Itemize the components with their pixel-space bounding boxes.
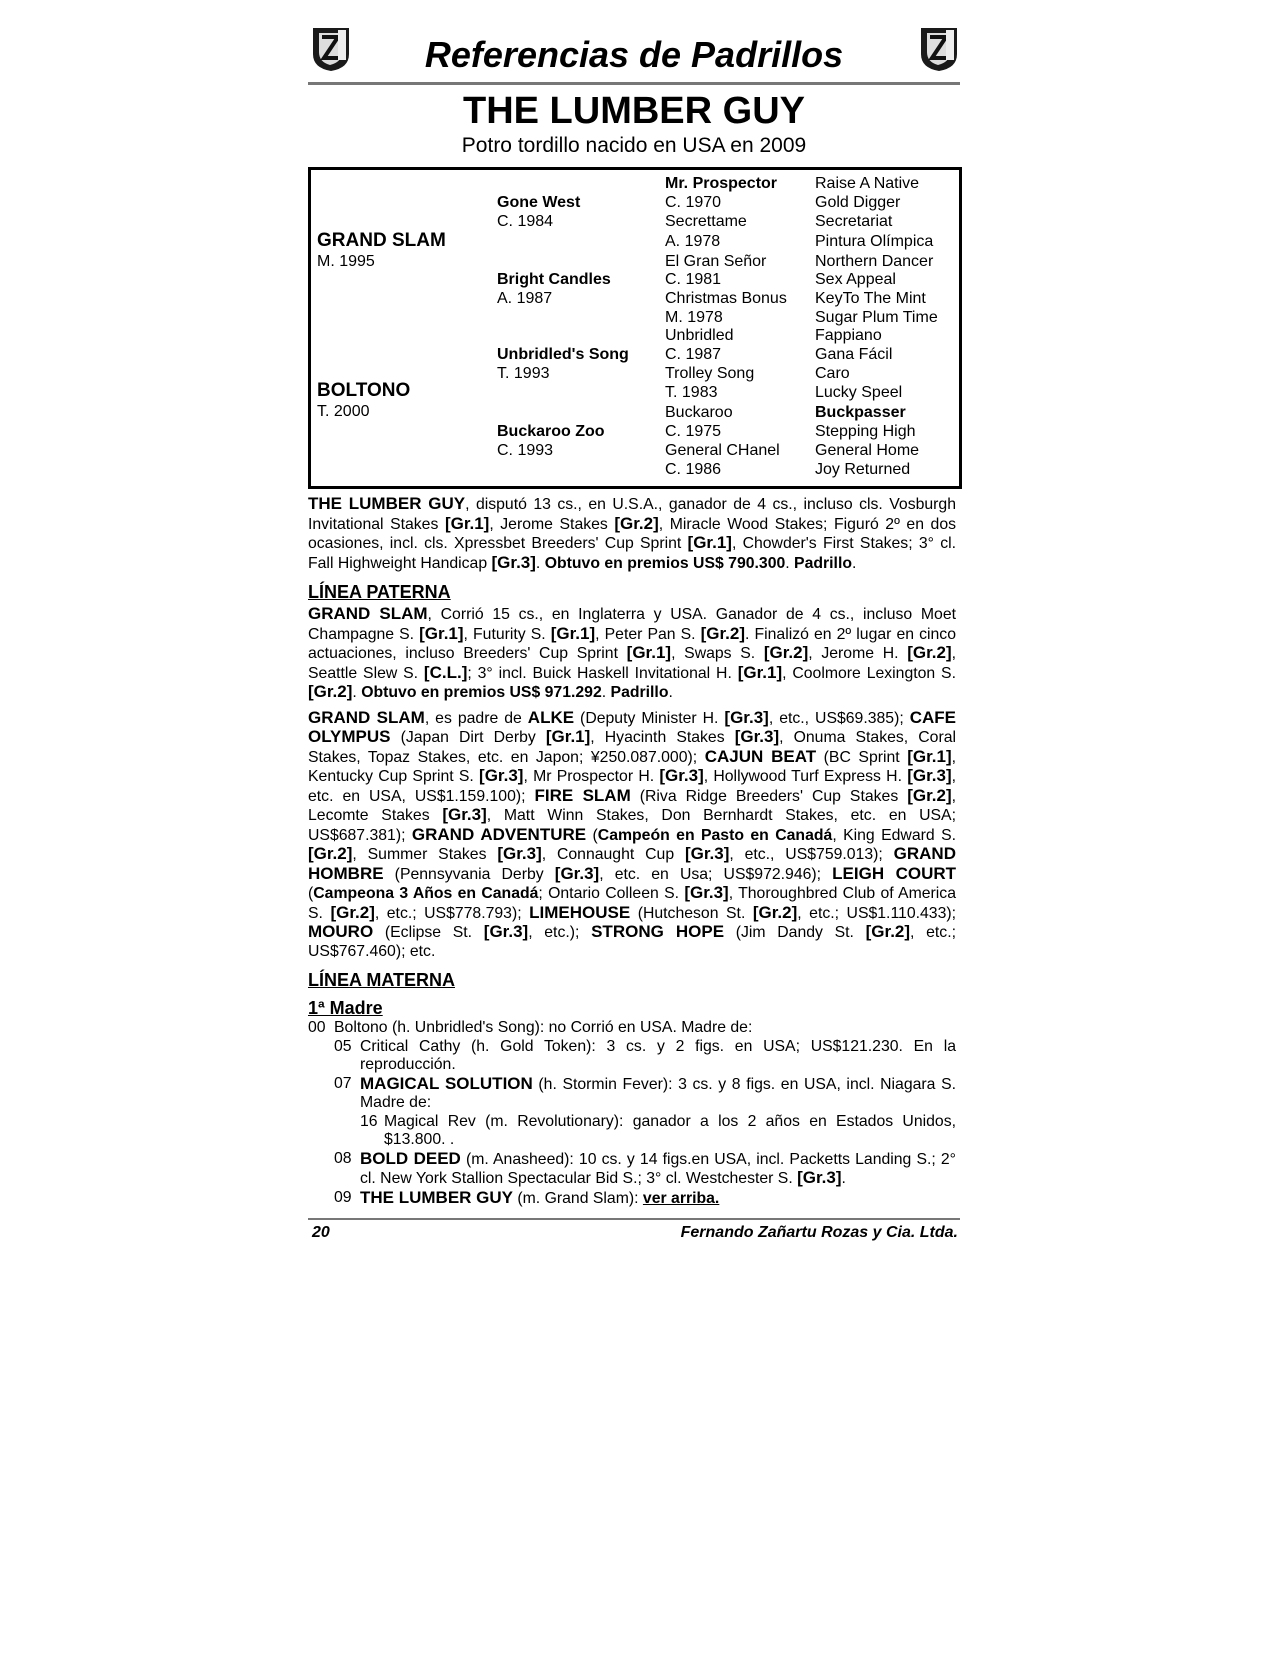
pedigree-g3-info: C. 1986 — [665, 461, 722, 478]
pedigree-g3-name: General CHanel — [665, 442, 780, 459]
pedigree-g3-name: Buckaroo — [665, 404, 733, 421]
pedigree-ds-info: T. 1993 — [497, 365, 550, 382]
list-item: 08 BOLD DEED (m. Anasheed): 10 cs. y 14 figs.en USA, incl. Packetts Landing S.; 2° cl. New York Stallion Spectacular Bid S.; 3° cl. Westchester S. [Gr.3]. — [334, 1148, 956, 1187]
pedigree-g4: Buckpasser — [815, 404, 906, 421]
header-rule — [308, 82, 960, 85]
pedigree-g4: Gana Fácil — [815, 346, 893, 363]
pedigree-sd: Bright Candles — [497, 271, 611, 288]
section-linea-materna: LÍNEA MATERNA — [308, 970, 455, 990]
page-number: 20 — [312, 1224, 330, 1241]
pedigree-g4: Sex Appeal — [815, 271, 896, 288]
pedigree-g4: KeyTo The Mint — [815, 290, 926, 307]
pedigree-g3-name: Mr. Prospector — [665, 175, 778, 192]
list-item: 07 MAGICAL SOLUTION (h. Stormin Fever): 3 cs. y 8 figs. en USA, incl. Niagara S. Madre de: — [334, 1073, 956, 1111]
pedigree-ss: Gone West — [497, 194, 581, 211]
paterna-paragraph-2: GRAND SLAM, es padre de ALKE (Deputy Minister H. [Gr.3], etc., US$69.385); CAFE OLYMPUS (Japan Dirt Derby [Gr.1], Hyacinth Stakes [Gr.3], Onuma Stakes, Coral Stakes, Topaz Stakes, etc. en Japon; ¥250.087.000); CAJUN BEAT (BC Sprint [Gr.1], Kentucky Cup Sprint S. [Gr.3], Mr Prospector H. [Gr.3], Hollywood Turf Express H. [Gr.3], etc. en USA, US$1.159.100); FIRE SLAM (Riva Ridge Breeders' Cup Stakes [Gr.2], Lecomte Stakes [Gr.3], Matt Winn Stakes, Don Bernhardt Stakes, etc. en USA; US$687.381); GRAND ADVENTURE (Campeón en Pasto en Canadá, King Edward S. [Gr.2], Summer Stakes [Gr.3], Connaught Cup [Gr.3], etc., US$759.013); GRAND HOMBRE (Pennsyvania Derby [Gr.3], etc. en Usa; US$972.946); LEIGH COURT (Campeona 3 Años en Canadá; Ontario Colleen S. [Gr.3], Thoroughbred Club of America S. [Gr.2], etc.; US$778.793); LIMEHOUSE (Hutcheson St. [Gr.2], etc.; US$1.110.433); MOURO (Eclipse St. [Gr.3], etc.); STRONG HOPE (Jim Dandy St. [Gr.2], etc.; US$767.460); etc. — [308, 707, 957, 960]
footer-company: Fernando Zañartu Rozas y Cia. Ltda. — [680, 1224, 958, 1241]
pedigree-g3-name: Unbridled — [665, 327, 734, 344]
pedigree-g4: Lucky Speel — [815, 384, 903, 401]
pedigree-g4: Sugar Plum Time — [815, 309, 938, 326]
pedigree-g3-info: C. 1975 — [665, 423, 722, 440]
pedigree-g3-info: C. 1981 — [665, 271, 722, 288]
pedigree-dd-info: C. 1993 — [497, 442, 554, 459]
intro-paragraph: THE LUMBER GUY, disputó 13 cs., en U.S.A., ganador de 4 cs., incluso cls. Vosburgh Invitational Stakes [Gr.1], Jerome Stakes [Gr.2], Miracle Wood Stakes; Figuró 2º en dos ocasiones, incl. cls. Xpressbet Breeders' Cup Sprint [Gr.1], Chowder's First Stakes; 3° cl. Fall Highweight Handicap [Gr.3]. Obtuvo en premios US$ 790.300. Padrillo. — [308, 494, 957, 572]
list-item: 09 THE LUMBER GUY (m. Grand Slam): ver arriba. — [334, 1187, 720, 1207]
pedigree-g3-info: T. 1983 — [665, 384, 718, 401]
pedigree-g4: Northern Dancer — [815, 253, 934, 270]
page-header — [308, 22, 960, 80]
pedigree-g4: Joy Returned — [815, 461, 911, 478]
pedigree-g3-info: C. 1987 — [665, 346, 722, 363]
page — [308, 22, 960, 1246]
paterna-paragraph-1: GRAND SLAM, Corrió 15 cs., en Inglaterra y USA. Ganador de 4 cs., incluso Moet Champagne S. [Gr.1], Futurity S. [Gr.1], Peter Pan S. [Gr.2]. Finalizó en 2º lugar en cinco actuaciones, incluso Breeders' Cup Sprint [Gr.1], Swaps S. [Gr.2], Jerome H. [Gr.2], Seattle Slew S. [C.L.]; 3° incl. Buick Haskell Invitational H. [Gr.1], Coolmore Lexington S. [Gr.2]. Obtuvo en premios US$ 971.292. Padrillo. — [308, 604, 956, 701]
pedigree-g4: Fappiano — [815, 327, 882, 344]
section-linea-paterna: LÍNEA PATERNA — [308, 582, 451, 602]
pedigree-dd: Buckaroo Zoo — [497, 423, 605, 440]
page-footer — [308, 1218, 960, 1246]
pedigree-g4: General Home — [815, 442, 920, 459]
list-item: 00 Boltono (h. Unbridled's Song): no Corrió en USA. Madre de: — [308, 1019, 753, 1036]
pedigree-table — [308, 167, 962, 489]
pedigree-g3-info: C. 1970 — [665, 194, 722, 211]
materna-list — [308, 1019, 956, 1208]
pedigree-g3-name: El Gran Señor — [665, 253, 767, 270]
pedigree-g4: Raise A Native — [815, 175, 920, 192]
list-item: 05 Critical Cathy (h. Gold Token): 3 cs. y 2 figs. en USA; US$121.230. En la reproducción. — [334, 1037, 956, 1073]
pedigree-g3-name: Christmas Bonus — [665, 290, 787, 307]
horse-subtitle: Potro tordillo nacido en USA en 2009 — [461, 134, 807, 157]
pedigree-g3-info: A. 1978 — [665, 233, 721, 250]
pedigree-g3-name: Trolley Song — [665, 365, 755, 382]
pedigree-sd-info: A. 1987 — [497, 290, 553, 307]
pedigree-g4: Secretariat — [815, 213, 893, 230]
horse-name: THE LUMBER GUY — [463, 90, 805, 132]
ver-arriba-link[interactable]: ver arriba. — [642, 1189, 720, 1207]
pedigree-g4: Gold Digger — [815, 194, 901, 211]
pedigree-dam-info: T. 2000 — [317, 403, 370, 420]
pedigree-g4: Stepping High — [815, 423, 916, 440]
pedigree-g3-info: M. 1978 — [665, 309, 723, 326]
pedigree-ds: Unbridled's Song — [497, 346, 629, 363]
zanartu-logo-icon — [918, 24, 960, 72]
pedigree-g4: Caro — [815, 365, 850, 382]
list-item: 16 Magical Rev (m. Revolutionary): ganador a los 2 años en Estados Unidos, $13.800. . — [360, 1112, 956, 1148]
pedigree-g4: Pintura Olímpica — [815, 233, 934, 250]
pedigree-sire: GRAND SLAM — [317, 230, 446, 251]
pedigree-ss-info: C. 1984 — [497, 213, 554, 230]
subsection-primera-madre: 1ª Madre — [308, 998, 383, 1018]
pedigree-sire-info: M. 1995 — [317, 253, 375, 270]
header-title: Referencias de Padrillos — [424, 34, 844, 75]
pedigree-dam: BOLTONO — [317, 380, 411, 401]
pedigree-g3-name: Secrettame — [665, 213, 747, 230]
